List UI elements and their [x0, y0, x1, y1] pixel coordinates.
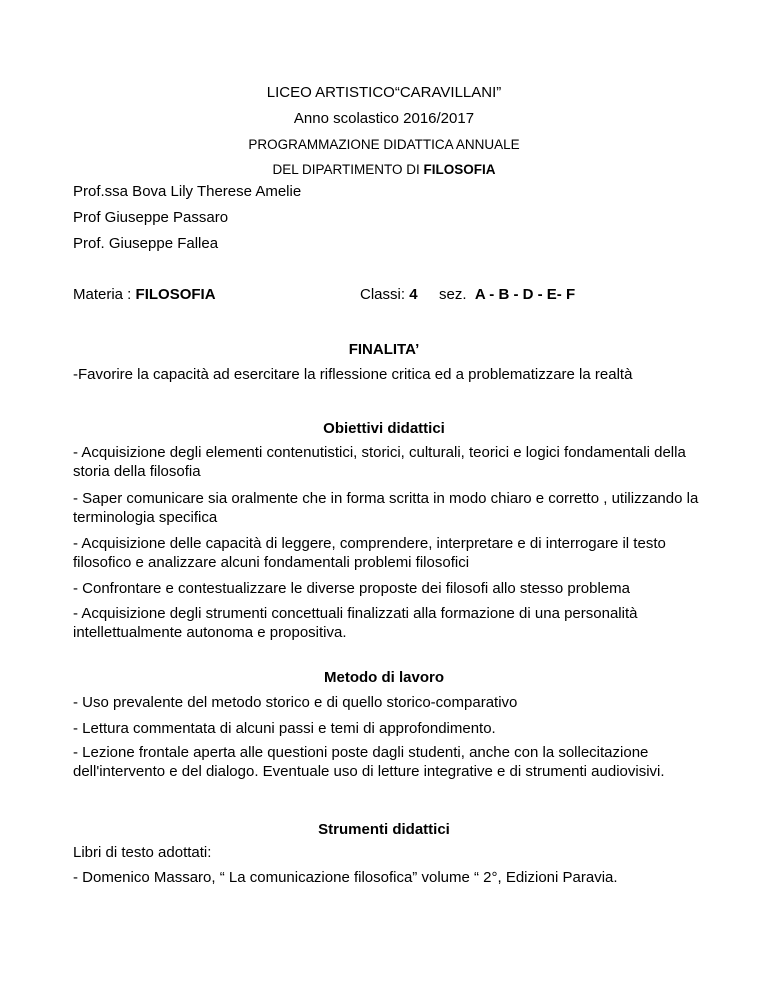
school-year: Anno scolastico 2016/2017 [293, 110, 475, 127]
sections-field [439, 286, 575, 304]
teacher-name: Prof.ssa Bova Lily Therese Amelie [73, 183, 302, 200]
finalita-text: -Favorire la capacità ad esercitare la riflessione critica ed a problematizzare la realtà [73, 366, 633, 383]
obiettivi-item: - Acquisizione degli elementi contenutistici, storici, culturali, teorici e logici fondamentali della storia della filosofia [73, 444, 686, 480]
metodo-item: - Lezione frontale aperta alle questioni poste dagli studenti, anche con la sollecitazione dell'intervento e del dialogo. Eventuale uso di letture integrative e di strumenti audiovisivi. [73, 744, 665, 780]
school-name: LICEO ARTISTICO“CARAVILLANI” [266, 84, 502, 101]
subject-value: FILOSOFIA [135, 286, 216, 303]
programme-title: PROGRAMMAZIONE DIDATTICA ANNUALE [248, 137, 520, 152]
sections-value: A - B - D - E- F [474, 286, 576, 303]
metodo-heading: Metodo di lavoro [324, 669, 444, 686]
metodo-item: - Uso prevalente del metodo storico e di quello storico-comparativo [73, 694, 518, 711]
textbook-entry: - Domenico Massaro, “ La comunicazione filosofica” volume “ 2°, Edizioni Paravia. [73, 869, 618, 886]
teacher-name: Prof. Giuseppe Fallea [73, 235, 219, 252]
metodo-item: - Lettura commentata di alcuni passi e temi di approfondimento. [73, 720, 496, 737]
classes-label: Classi: [360, 286, 410, 303]
department-name: FILOSOFIA [423, 162, 496, 177]
obiettivi-item: - Acquisizione degli strumenti concettuali finalizzati alla formazione di una personalità intellettualmente autonoma e propositiva. [73, 605, 638, 641]
classes-value: 4 [409, 286, 418, 303]
obiettivi-item: - Confrontare e contestualizzare le diverse proposte dei filosofi allo stesso problema [73, 580, 630, 597]
department-title [0, 161, 768, 179]
sections-label: sez. [439, 286, 467, 303]
subject-label: Materia : [73, 286, 136, 303]
finalita-heading: FINALITA’ [348, 341, 420, 358]
teacher-name: Prof Giuseppe Passaro [73, 209, 229, 226]
strumenti-heading: Strumenti didattici [318, 821, 450, 838]
department-prefix: DEL DIPARTIMENTO DI [272, 162, 424, 177]
obiettivi-item: - Acquisizione delle capacità di leggere, comprendere, interpretare e di interrogare il testo filosofico e analizzare alcuni fondamentali problemi filosofici [73, 535, 666, 571]
classes-field [360, 286, 418, 304]
textbooks-label: Libri di testo adottati: [73, 844, 212, 861]
subject-field [73, 286, 216, 304]
obiettivi-heading: Obiettivi didattici [323, 420, 445, 437]
obiettivi-item: - Saper comunicare sia oralmente che in forma scritta in modo chiaro e corretto , utilizzando la terminologia specifica [73, 490, 699, 526]
